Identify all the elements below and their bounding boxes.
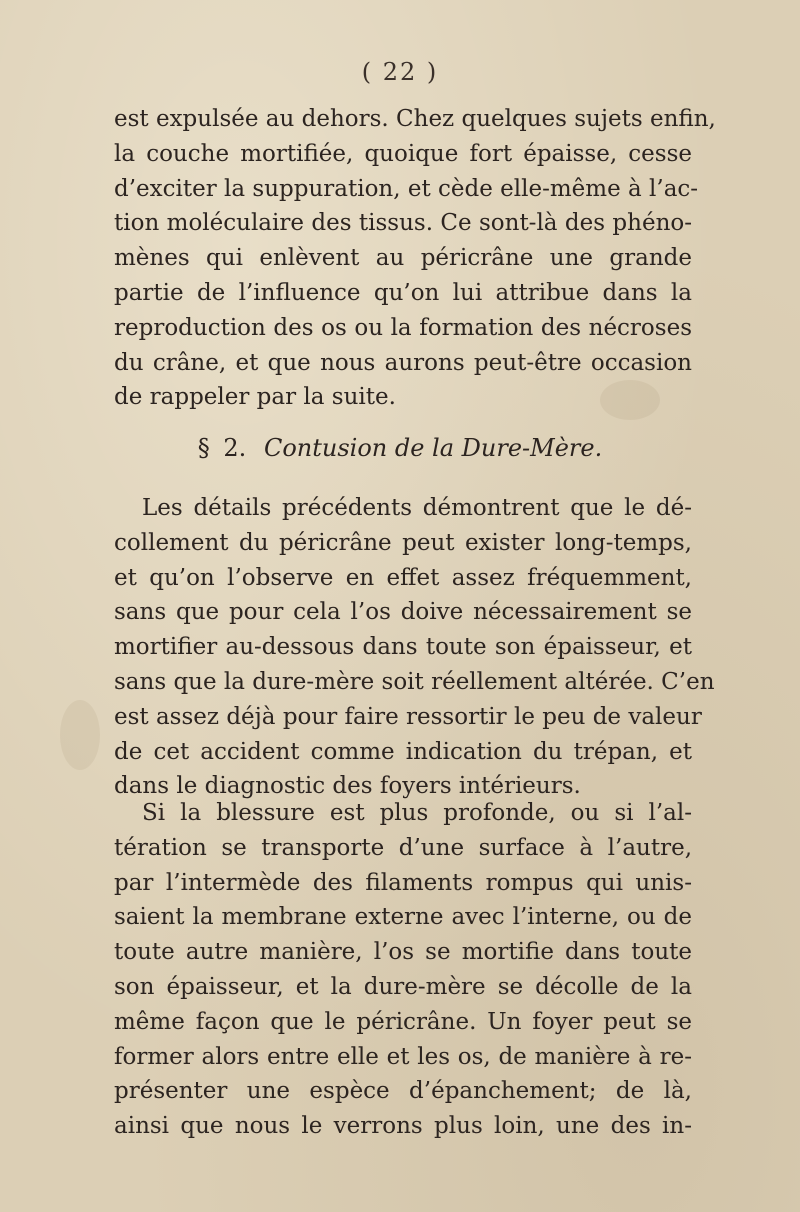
text-line: de cet accident comme indication du trépan, et <box>114 738 692 765</box>
text-line: toute autre manière, l’os se mortifie dans toute <box>114 939 692 966</box>
section-number: 2. <box>223 434 247 462</box>
text-line: ainsi que nous le verrons plus loin, une des in- <box>114 1113 692 1140</box>
text-line: est assez déjà pour faire ressortir le peu de valeur <box>114 703 702 730</box>
text-line: est expulsée au dehors. Chez quelques sujets enfin, <box>114 106 716 132</box>
text-line: d’exciter la suppuration, et cède elle-même à l’ac- <box>114 175 699 202</box>
text-line: de rappeler par la suite. <box>114 384 396 411</box>
text-line: tion moléculaire des tissus. Ce sont-là des phéno- <box>114 210 692 237</box>
text-line: saient la membrane externe avec l’interne, ou de <box>114 904 692 931</box>
text-line: Les détails précédents démontrent que le dé- <box>142 495 692 521</box>
page-number: ( 22 ) <box>361 58 439 86</box>
text-line: du crâne, et que nous aurons peut-être occasion <box>114 349 692 376</box>
text-line: présenter une espèce d’épanchement; de là, <box>114 1078 692 1105</box>
section-heading <box>0 434 800 462</box>
text-line: collement du péricrâne peut exister long-temps, <box>114 529 692 556</box>
text-line: son épaisseur, et la dure-mère se décolle de la <box>114 973 692 1000</box>
text-line: et qu’on l’observe en effet assez fréquemment, <box>114 564 692 591</box>
text-line: sans que pour cela l’os doive nécessairement se <box>114 599 692 626</box>
section-symbol: § <box>197 434 210 462</box>
text-line: Si la blessure est plus profonde, ou si l’al- <box>142 800 692 826</box>
text-line: mortifier au-dessous dans toute son épaisseur, et <box>114 634 692 661</box>
text-line: même façon que le péricrâne. Un foyer peut se <box>114 1008 692 1035</box>
text-line: dans le diagnostic des foyers intérieurs. <box>114 773 581 800</box>
text-line: mènes qui enlèvent au péricrâne une grande <box>114 245 692 272</box>
text-line: former alors entre elle et les os, de manière à re- <box>114 1043 692 1070</box>
text-line: partie de l’influence qu’on lui attribue dans la <box>114 279 692 306</box>
text-line: tération se transporte d’une surface à l’autre, <box>114 834 692 861</box>
text-line: par l’intermède des filaments rompus qui unis- <box>114 869 692 896</box>
paragraph-two <box>114 491 715 804</box>
paper-stain <box>60 700 100 770</box>
paragraph-continuation <box>114 102 716 415</box>
section-title: Contusion de la Dure-Mère. <box>263 434 603 462</box>
text-line: sans que la dure-mère soit réellement altérée. C’en <box>114 668 715 695</box>
paragraph-three <box>114 796 692 1144</box>
text-line: la couche mortifiée, quoique fort épaisse, cesse <box>114 140 692 167</box>
text-line: reproduction des os ou la formation des nécroses <box>114 314 692 341</box>
